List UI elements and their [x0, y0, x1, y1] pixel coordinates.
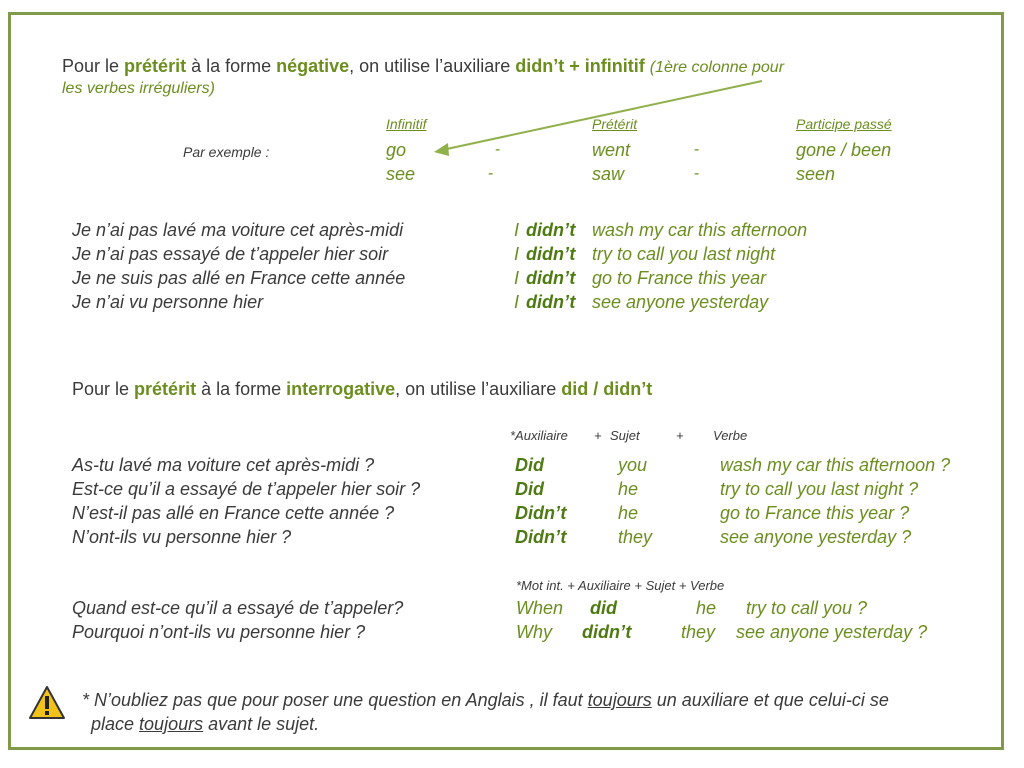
col-verb-header: Verbe [713, 428, 748, 443]
french-wh-question: Pourquoi n’ont-ils vu personne hier ? [72, 622, 366, 642]
auxiliary-didnt: didn’t [526, 220, 576, 240]
verb-phrase: try to call you ? [746, 598, 868, 618]
verb-inf-go: go [386, 140, 407, 160]
verb-phrase: see anyone yesterday ? [720, 527, 912, 547]
plus-sign: + [594, 428, 602, 443]
auxiliary: Didn’t [515, 503, 567, 523]
subject: he [618, 503, 639, 523]
auxiliary: did [590, 598, 617, 618]
auxiliary: Did [515, 455, 544, 475]
english-subject: I [514, 220, 520, 240]
auxiliary: Didn’t [515, 527, 567, 547]
verb-pp-seen: seen [796, 164, 836, 184]
auxiliary: Did [515, 479, 544, 499]
verb-phrase: go to France this year ? [720, 503, 910, 523]
warning-icon [27, 684, 67, 722]
verb-pp-gone: gone / been [796, 140, 892, 160]
auxiliary-didnt: didn’t [526, 244, 576, 264]
subject: they [681, 622, 716, 642]
verb-pret-saw: saw [592, 164, 625, 184]
french-sentence: Je n’ai vu personne hier [72, 292, 264, 312]
plus-sign: + [676, 428, 684, 443]
header-participe-passe: Participe passé [796, 116, 892, 132]
warning-line-2: place toujours avant le sujet. [91, 714, 320, 734]
french-wh-question: Quand est-ce qu’il a essayé de t’appeler? [72, 598, 404, 618]
english-subject: I [514, 268, 520, 288]
intro-negative-note: les verbes irréguliers) [62, 80, 215, 97]
dash: - [694, 141, 700, 158]
english-rest: try to call you last night [592, 244, 776, 264]
verb-pret-went: went [592, 140, 631, 160]
dash: - [495, 141, 501, 158]
example-label: Par exemple : [183, 144, 270, 160]
header-infinitif: Infinitif [386, 116, 427, 132]
warning-line-1: * N’oubliez pas que pour poser une question en Anglais , il faut toujours un auxiliare et que celui-ci se [82, 690, 889, 710]
english-rest: see anyone yesterday [592, 292, 769, 312]
header-preterit: Prétérit [592, 116, 638, 132]
english-subject: I [514, 244, 520, 264]
verb-phrase: see anyone yesterday ? [736, 622, 928, 642]
subject: you [618, 455, 648, 475]
verb-phrase: try to call you last night ? [720, 479, 919, 499]
subject: he [618, 479, 639, 499]
auxiliary-didnt: didn’t [526, 292, 576, 312]
auxiliary-didnt: didn’t [526, 268, 576, 288]
english-rest: go to France this year [592, 268, 767, 288]
auxiliary: didn’t [582, 622, 632, 642]
english-subject: I [514, 292, 520, 312]
french-question: As-tu lavé ma voiture cet après-midi ? [72, 455, 375, 475]
french-sentence: Je ne suis pas allé en France cette année [72, 268, 406, 288]
dash: - [694, 165, 700, 182]
subject: he [696, 598, 717, 618]
col-aux-header: *Auxiliaire [510, 428, 568, 443]
intro-negative: Pour le prétérit à la forme négative, on utilise l’auxiliare didn’t + infinitif (1ère colonne pour [62, 56, 785, 76]
english-rest: wash my car this afternoon [592, 220, 808, 240]
french-sentence: Je n’ai pas lavé ma voiture cet après-midi [72, 220, 404, 240]
french-question: N’ont-ils vu personne hier ? [72, 527, 292, 547]
french-question: N’est-il pas allé en France cette année ? [72, 503, 395, 523]
french-question: Est-ce qu’il a essayé de t’appeler hier soir ? [72, 479, 421, 499]
verb-inf-see: see [386, 164, 416, 184]
french-sentence: Je n’ai pas essayé de t’appeler hier soir [72, 244, 389, 264]
col-subj-header: Sujet [610, 428, 640, 443]
dash: - [488, 165, 494, 182]
verb-phrase: wash my car this afternoon ? [720, 455, 951, 475]
wh-header: *Mot int. + Auxiliaire + Sujet + Verbe [516, 578, 725, 593]
question-word: When [516, 598, 564, 618]
question-word: Why [516, 622, 552, 642]
intro-interrogative: Pour le prétérit à la forme interrogative, on utilise l’auxiliare did / didn’t [72, 379, 653, 399]
subject: they [618, 527, 653, 547]
